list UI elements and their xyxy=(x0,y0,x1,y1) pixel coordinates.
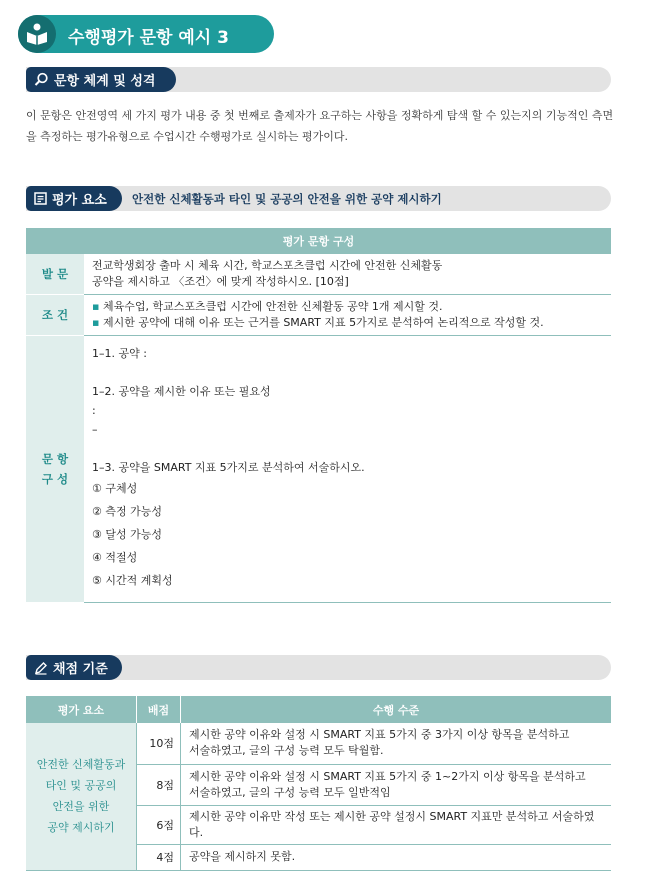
score-value: 8점 xyxy=(137,764,181,805)
question-2-colon: : xyxy=(92,404,96,417)
smart-item: ⑤ 시간적 계획성 xyxy=(92,574,173,587)
question-1: 1–1. 공약 : xyxy=(92,347,147,360)
condition-label: 조 건 xyxy=(26,295,84,336)
prompt-line: 공약을 제시하고 〈조건〉에 맞게 작성하시오. [10점] xyxy=(92,275,349,288)
section-body-text: 이 문항은 안전영역 세 가지 평가 내용 중 첫 번째로 출제자가 요구하는 사항을 정확하게 탐색 할 수 있는지의 기능적인 측면을 측정하는 평가유형으로 수업시간 수행평가로 실시하는 평가이다. xyxy=(26,109,614,143)
section-title-evaluation: 평가 요소 xyxy=(26,186,122,211)
score-header-element: 평가 요소 xyxy=(26,696,137,723)
prompt-label: 발 문 xyxy=(26,254,84,295)
section-header-system xyxy=(26,67,611,92)
book-reader-icon xyxy=(18,15,56,53)
section-header-scoring xyxy=(26,655,611,680)
score-criteria: 제시한 공약 이유만 작성 또는 제시한 공약 설정시 SMART 지표만 분석하고 서술하였다. xyxy=(181,805,612,844)
page-title-banner xyxy=(18,15,274,53)
section-header-evaluation xyxy=(26,186,611,211)
smart-item: ③ 달성 가능성 xyxy=(92,528,162,541)
page-title: 수행평가 문항 예시 3 xyxy=(68,28,229,48)
section-title-scoring: 채점 기준 xyxy=(26,655,122,680)
section-title-system: 문항 체계 및 성격 xyxy=(26,67,176,92)
score-value: 4점 xyxy=(137,844,181,870)
structure-label: 문 항 구 성 xyxy=(26,336,84,603)
prompt-cell xyxy=(84,254,611,295)
smart-item: ② 측정 가능성 xyxy=(92,505,162,518)
score-value: 6점 xyxy=(137,805,181,844)
pencil-icon xyxy=(34,661,48,675)
prompt-line: 전교학생회장 출마 시 체육 시간, 학교스포츠클럽 시간에 안전한 신체활동 xyxy=(92,259,443,272)
condition-item: ▪ 제시한 공약에 대해 이유 또는 근거를 SMART 지표 5가지로 분석하여 논리적으로 작성할 것. xyxy=(92,316,544,329)
item-table-header: 평가 문항 구성 xyxy=(26,228,611,254)
smart-item: ④ 적절성 xyxy=(92,551,138,564)
structure-cell xyxy=(84,336,611,603)
score-header-level: 수행 수준 xyxy=(181,696,612,723)
magnifier-icon xyxy=(34,72,49,87)
question-2-dash: – xyxy=(92,423,98,436)
score-criteria: 공약을 제시하지 못함. xyxy=(181,844,612,870)
score-header-points: 배점 xyxy=(137,696,181,723)
question-3: 1–3. 공약을 SMART 지표 5가지로 분석하여 서술하시오. xyxy=(92,461,365,474)
score-criteria: 제시한 공약 이유와 설정 시 SMART 지표 5가지 중 3가지 이상 항목을 분석하고 서술하였고, 글의 구성 능력 모두 탁월함. xyxy=(181,723,612,764)
score-criteria: 제시한 공약 이유와 설정 시 SMART 지표 5가지 중 1~2가지 이상 항목을 분석하고 서술하였고, 글의 구성 능력 모두 일반적임 xyxy=(181,764,612,805)
score-value: 10점 xyxy=(137,723,181,764)
evaluation-subtitle: 안전한 신체활동과 타인 및 공공의 안전을 위한 공약 제시하기 xyxy=(132,192,442,206)
item-table xyxy=(26,228,611,603)
condition-cell xyxy=(84,295,611,336)
condition-item: ▪ 체육수업, 학교스포츠클럽 시간에 안전한 신체활동 공약 1개 제시할 것. xyxy=(92,300,443,313)
smart-item: ① 구체성 xyxy=(92,482,138,495)
score-table xyxy=(26,696,611,871)
document-icon xyxy=(34,192,47,205)
score-element-cell: 안전한 신체활동과 타인 및 공공의 안전을 위한 공약 제시하기 xyxy=(26,723,137,870)
question-2: 1–2. 공약을 제시한 이유 또는 필요성 xyxy=(92,385,271,398)
